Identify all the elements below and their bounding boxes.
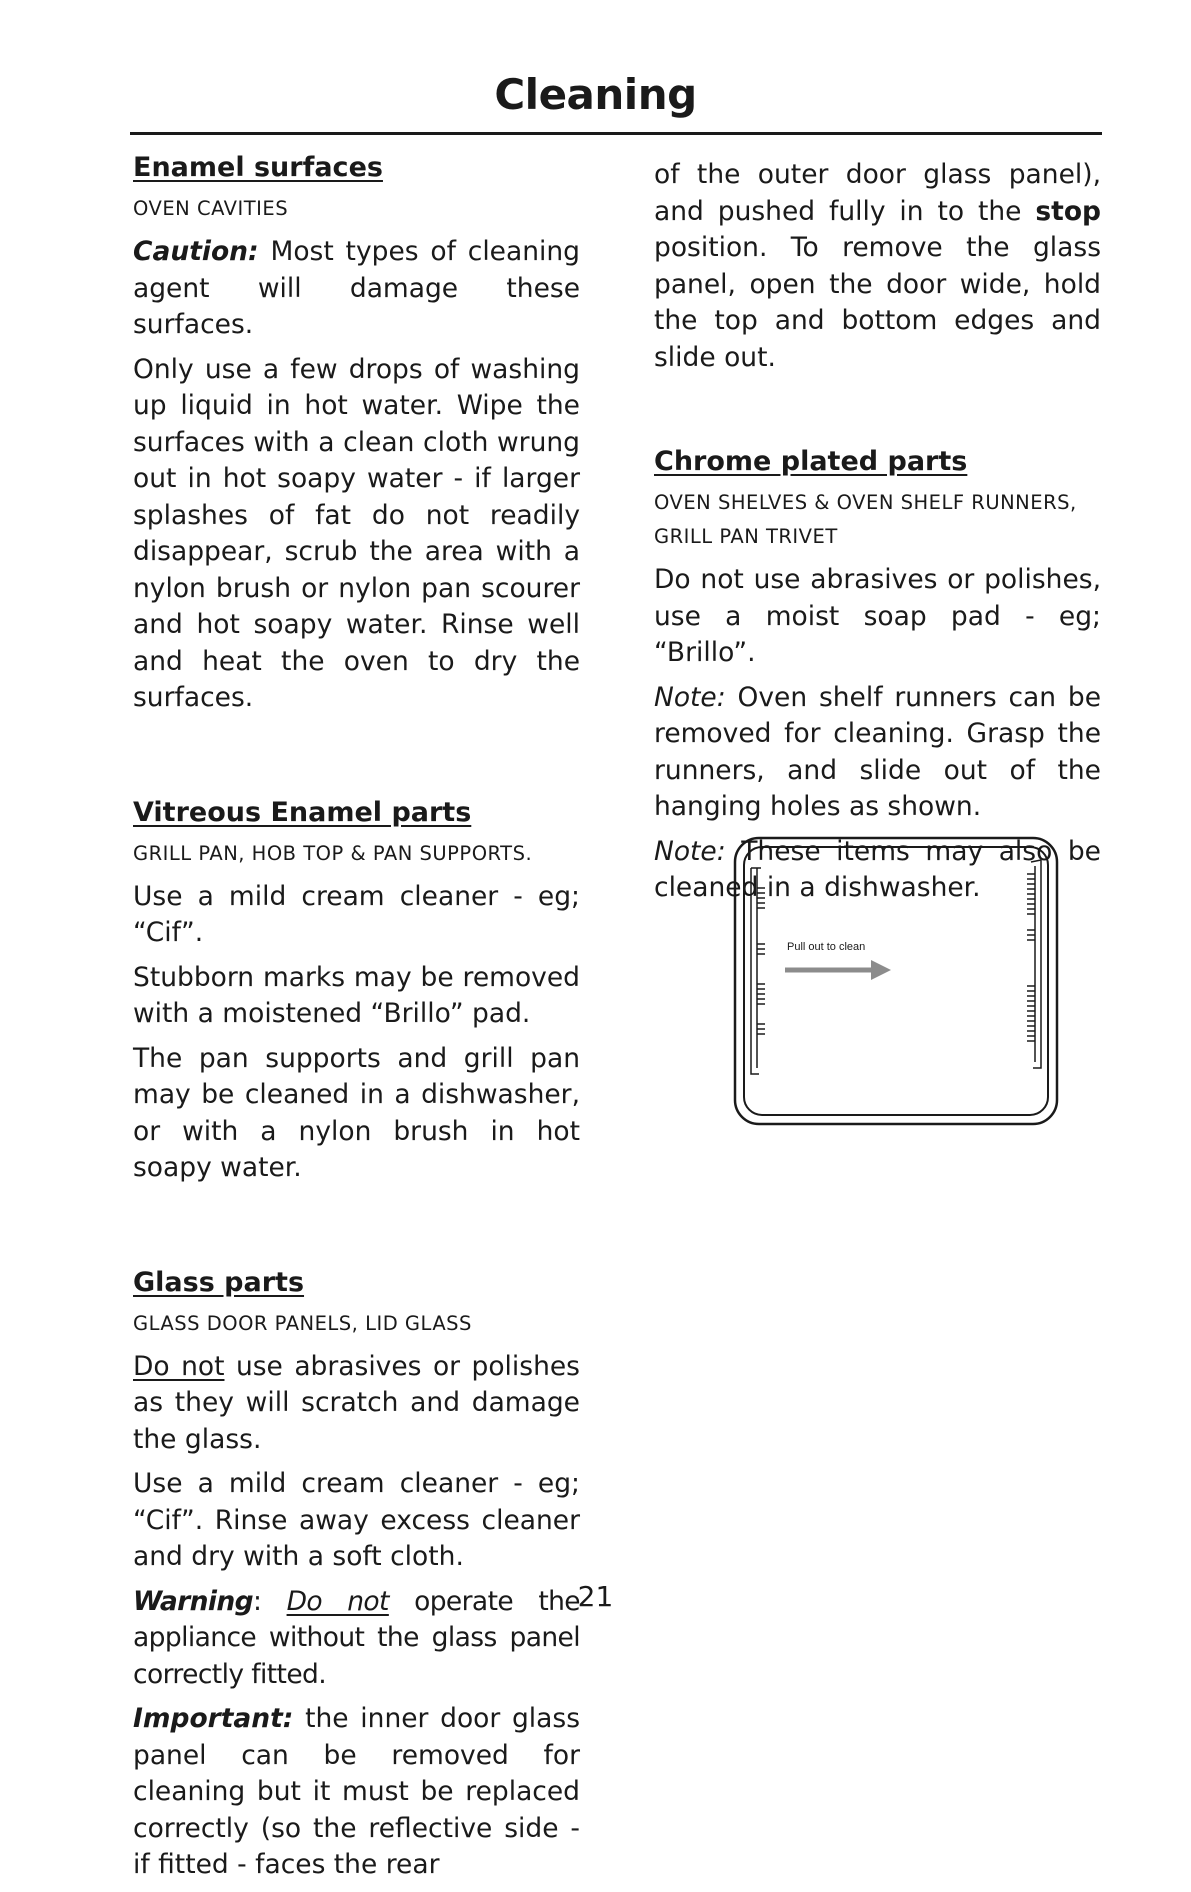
spacer	[654, 384, 1101, 444]
important-text: the inner door glass panel can be removed for cleaning but it must be replaced correctly (so the reflective side - if fitted - faces the rear	[133, 1703, 580, 1880]
spacer	[133, 1195, 580, 1265]
page-number: 21	[577, 1580, 614, 1613]
oven-inner-outline	[744, 847, 1048, 1115]
right-shelf-runner	[1027, 860, 1041, 1068]
caution-text: Most types of cleaning agent will damage these surfaces.	[133, 236, 580, 340]
glass-paragraph-1-text: use abrasives or polishes as they will scratch and damage the glass.	[133, 1350, 580, 1455]
warning-do-not: Do not	[286, 1585, 389, 1617]
warning-text: operate the appliance without the glass panel correctly fitted.	[133, 1585, 581, 1690]
stop-emphasis: stop	[1035, 195, 1101, 227]
glass-continued-text-a: of the outer door glass panel), and pushed fully in to the	[654, 159, 1101, 227]
glass-subheading: GLASS DOOR PANELS, LID GLASS	[133, 1311, 472, 1335]
pull-arrow-head	[871, 960, 891, 980]
pull-out-label: Pull out to clean	[787, 941, 866, 953]
warning-label: Warning	[133, 1585, 253, 1617]
vitreous-section	[133, 795, 580, 1187]
note-text: These items may also be cleaned in a dishwasher.	[654, 835, 1101, 903]
enamel-heading: Enamel surfaces	[133, 152, 383, 183]
runner-rail	[751, 868, 759, 1074]
enamel-subheading: OVEN CAVITIES	[133, 197, 289, 220]
glass-section	[133, 1265, 580, 1884]
glass-heading: Glass parts	[133, 1266, 305, 1298]
left-column	[133, 150, 580, 1892]
chrome-heading: Chrome plated parts	[654, 446, 968, 477]
important-paragraph	[133, 1701, 580, 1884]
enamel-body: Only use a few drops of washing up liquid in hot water. Wipe the surfaces with a clean cloth wrung out in hot soapy water - if larger splashes of fat do not readily disappear, scrub the area with a nylon brush or nylon pan scourer and hot soapy water. Rinse well and heat the oven to dry the surfaces.	[133, 353, 580, 713]
note-label: Note:	[654, 681, 726, 713]
shelf-runner-diagram	[733, 836, 1059, 1126]
do-not-emphasis: Do not	[133, 1350, 225, 1382]
glass-paragraph-1	[133, 1349, 580, 1459]
glass-continued-text-b: position. To remove the glass panel, open the door wide, hold the top and bottom edges and slide out.	[654, 232, 1101, 373]
chrome-paragraph-1: Do not use abrasives or polishes, use a moist soap pad - eg; “Brillo”.	[654, 564, 1101, 668]
note-label: Note:	[654, 835, 726, 867]
vitreous-paragraph-3: The pan supports and grill pan may be cleaned in a dishwasher, or with a nylon brush in hot soapy water.	[133, 1042, 580, 1183]
vitreous-subheading: GRILL PAN, HOB TOP & PAN SUPPORTS.	[133, 841, 533, 865]
oven-outer-outline	[735, 838, 1057, 1124]
right-column	[654, 157, 1101, 915]
page-title: Cleaning	[494, 70, 697, 119]
caution-paragraph	[133, 234, 580, 344]
title-rule	[130, 132, 1102, 135]
glass-continued-paragraph	[654, 157, 1101, 376]
runner-rail	[1031, 860, 1041, 862]
note-text: Oven shelf runners can be removed for cleaning. Grasp the runners, and slide out of the hanging holes as shown.	[654, 681, 1101, 822]
important-label: Important:	[133, 1703, 294, 1734]
enamel-section	[133, 150, 580, 717]
vitreous-paragraph-1: Use a mild cream cleaner - eg; “Cif”.	[133, 880, 580, 948]
runner-rail	[1033, 860, 1041, 1068]
oven-cavity-illustration	[733, 836, 1059, 1126]
glass-paragraph-2: Use a mild cream cleaner - eg; “Cif”. Rinse away excess cleaner and dry with a soft cloth.	[133, 1468, 580, 1572]
left-shelf-runner	[751, 868, 765, 1074]
vitreous-paragraph-2: Stubborn marks may be removed with a moistened “Brillo” pad.	[133, 961, 580, 1029]
caution-label: Caution:	[133, 236, 259, 267]
warning-colon: :	[252, 1585, 287, 1617]
note-paragraph-1	[654, 680, 1101, 826]
vitreous-heading: Vitreous Enamel parts	[133, 796, 472, 828]
chrome-subheading: OVEN SHELVES & OVEN SHELF RUNNERS, GRILL PAN TRIVET	[654, 491, 1077, 548]
spacer	[133, 725, 580, 795]
